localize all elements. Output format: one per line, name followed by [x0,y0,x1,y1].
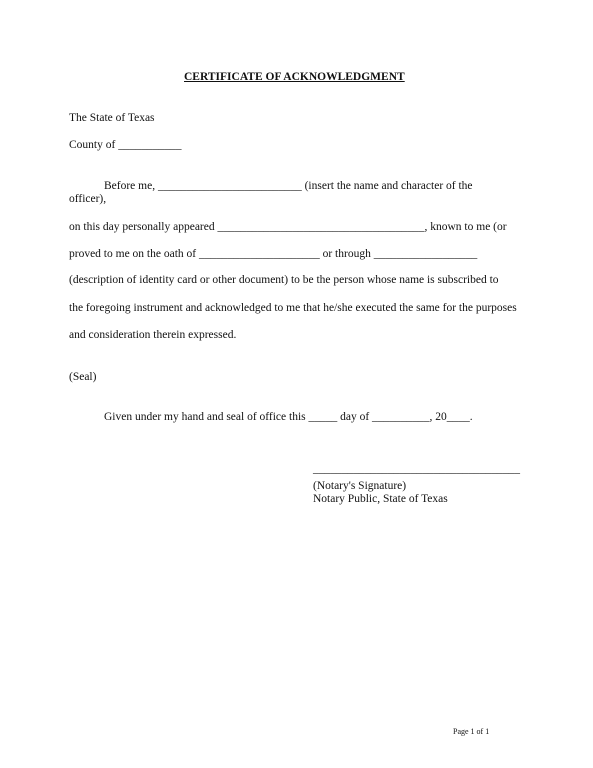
given-line: Given under my hand and seal of office this _____ day of __________, 20____. [104,411,473,423]
body-line-5: (description of identity card or other document) to be the person whose name is subscribed to [69,274,499,286]
body-line-1: Before me, _________________________ (insert the name and character of the [104,180,473,192]
signature-label: (Notary's Signature) [313,480,407,492]
notary-title: Notary Public, State of Texas [313,493,448,505]
body-line-3: on this day personally appeared ____________________________________, known to me (or [69,221,507,233]
signature-rule: ____________________________________ [313,463,520,475]
body-line-4: proved to me on the oath of _____________________ or through __________________ [69,248,478,260]
page-number: Page 1 of 1 [453,727,490,736]
state-line: The State of Texas [69,112,155,124]
county-line: County of ___________ [69,139,182,151]
seal-placeholder: (Seal) [69,371,97,383]
body-line-7: and consideration therein expressed. [69,329,237,341]
body-line-6: the foregoing instrument and acknowledged to me that he/she executed the same for the purposes [69,302,517,314]
body-line-2: officer), [69,193,107,205]
document-title: CERTIFICATE OF ACKNOWLEDGMENT [184,71,405,83]
